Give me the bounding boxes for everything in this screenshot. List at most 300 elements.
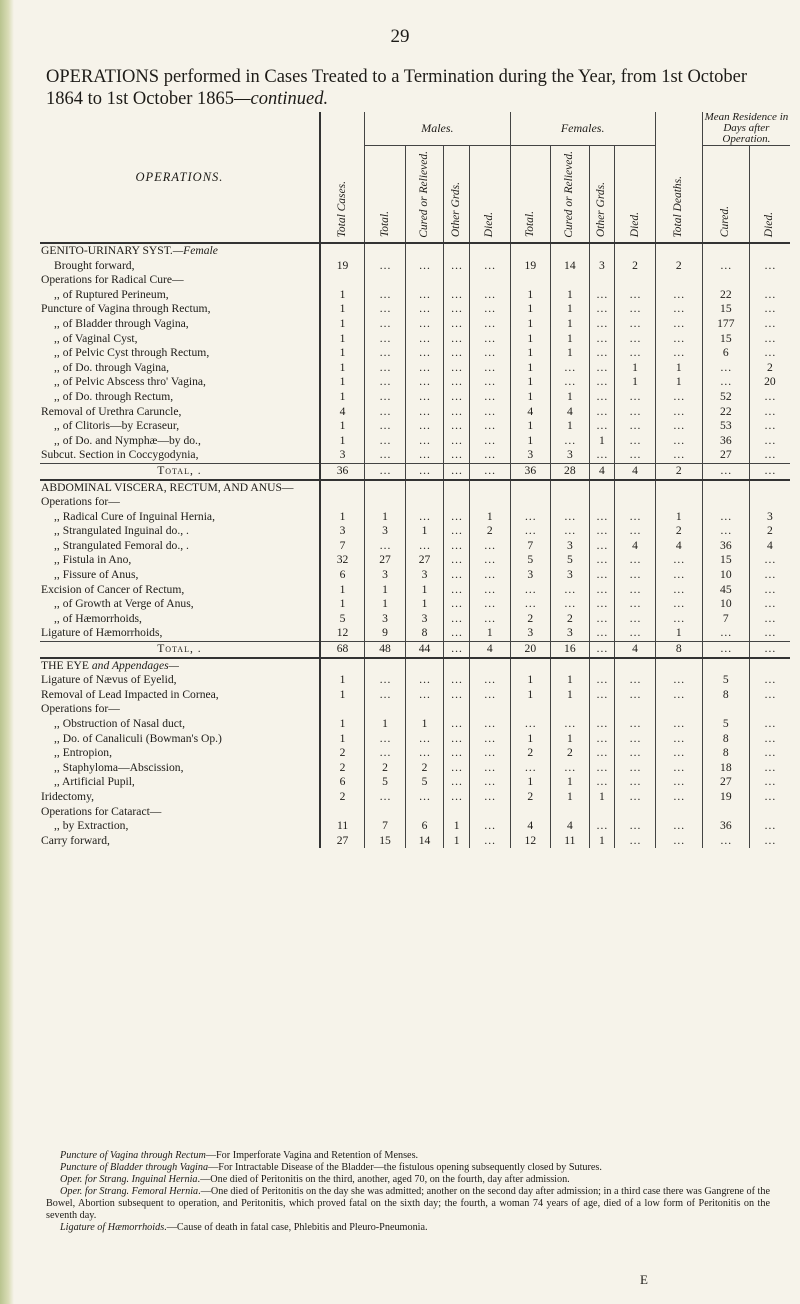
table-row [40,495,790,510]
cell: 2 [655,259,702,274]
cell: … [615,317,656,332]
cell [365,480,406,496]
cell: 1 [551,790,589,805]
cell: … [405,346,443,361]
cell: … [615,434,656,449]
row-label: ,, of Ruptured Perineum, [54,287,169,301]
cell: … [655,346,702,361]
cell: … [589,332,615,347]
cell: … [444,302,470,317]
cell [551,495,589,510]
cell: … [749,419,790,434]
cell: … [469,732,510,747]
cell: 6 [702,346,749,361]
cell: … [405,361,443,376]
cell: 1 [320,434,365,449]
cell: 2 [320,790,365,805]
cell: … [365,288,406,303]
cell: … [749,612,790,627]
cell [749,702,790,717]
cell [365,702,406,717]
cell: 32 [320,553,365,568]
section-row [40,658,790,674]
cell [320,243,365,259]
cell: … [749,553,790,568]
cell: … [589,317,615,332]
row-label: ,, of Hæmorrhoids, [54,611,142,625]
cell: … [589,761,615,776]
cell: … [749,288,790,303]
footnote: Puncture of Bladder through Vagina—For Intractable Disease of the Bladder—the fistulous opening subsequently closed by Sutures. [60,1162,602,1173]
cell: … [551,597,589,612]
cell: … [702,361,749,376]
cell: … [589,642,615,658]
cell: 1 [405,583,443,598]
cell: … [365,375,406,390]
cell: … [589,597,615,612]
cell: 1 [510,302,551,317]
table-row [40,583,790,598]
cell: 7 [320,539,365,554]
cell [510,805,551,820]
cell: 2 [510,746,551,761]
cell [702,658,749,674]
cell: 1 [510,732,551,747]
cell: 15 [365,834,406,849]
cell: … [655,819,702,834]
table-row [40,375,790,390]
cell: … [469,539,510,554]
cell [444,480,470,496]
cell: 4 [655,539,702,554]
cell: … [655,302,702,317]
cell: 8 [405,626,443,641]
cell: … [749,317,790,332]
cell: … [405,790,443,805]
cell: … [749,761,790,776]
cell: 1 [589,434,615,449]
cell: … [469,419,510,434]
cell: 36 [702,434,749,449]
row-label: Operations for Radical Cure— [41,273,184,287]
cell [702,273,749,288]
cell [365,243,406,259]
cell: … [469,597,510,612]
cell [702,702,749,717]
row-label: ,, of Pelvic Cyst through Rectum, [54,346,210,360]
cell: 5 [405,775,443,790]
cell: 4 [615,463,656,479]
cell: 3 [589,259,615,274]
cell: 14 [405,834,443,849]
cell: 12 [320,626,365,641]
table-row [40,834,790,849]
cell: … [444,510,470,525]
cell: 11 [320,819,365,834]
cell: 68 [320,642,365,658]
cell: 1 [655,361,702,376]
table-row [40,317,790,332]
cell: … [702,463,749,479]
cell: … [655,761,702,776]
cell [405,495,443,510]
table-row [40,302,790,317]
header-females-died: Died. [615,146,656,244]
row-label: ,, of Vaginal Cyst, [54,331,138,345]
cell: 2 [655,463,702,479]
cell: … [444,332,470,347]
cell [702,805,749,820]
cell [655,805,702,820]
cell: … [444,419,470,434]
cell: … [444,746,470,761]
cell: … [702,510,749,525]
cell: 6 [320,568,365,583]
cell: 7 [510,539,551,554]
cell: 19 [702,790,749,805]
header-females-cured: Cured or Relieved. [551,146,589,244]
cell: … [589,583,615,598]
cell: … [405,288,443,303]
cell: … [589,746,615,761]
table-row [40,626,790,641]
cell: … [615,834,656,849]
cell: … [615,819,656,834]
cell: … [615,405,656,420]
cell: 3 [320,524,365,539]
cell: 1 [510,434,551,449]
cell: … [469,761,510,776]
cell: … [655,390,702,405]
cell: … [615,510,656,525]
cell: … [655,612,702,627]
cell: … [655,790,702,805]
cell [749,658,790,674]
cell: … [469,317,510,332]
cell: … [589,405,615,420]
cell: … [444,673,470,688]
cell [655,702,702,717]
cell: 1 [320,361,365,376]
cell [615,243,656,259]
cell: 2 [469,524,510,539]
row-label: ,, of Do. through Rectum, [54,389,174,403]
title-text: OPERATIONS performed in Cases Treated to a Termination during the Year, from 1st October 1864 to 1st October 1865 [46,67,748,109]
cell: … [615,553,656,568]
cell [589,495,615,510]
cell: … [444,539,470,554]
table-row [40,288,790,303]
cell [749,495,790,510]
row-label: Total, . [40,463,320,479]
cell: 19 [320,259,365,274]
cell [444,273,470,288]
cell: … [551,524,589,539]
table-row [40,259,790,274]
table-row [40,332,790,347]
row-label: Excision of Cancer of Rectum, [41,582,185,596]
cell: … [589,612,615,627]
row-label: Total, . [40,642,320,658]
section-row [40,480,790,496]
table-row [40,597,790,612]
cell: … [405,539,443,554]
cell: 7 [365,819,406,834]
cell: 4 [615,642,656,658]
cell [365,805,406,820]
cell: 1 [320,390,365,405]
header-females-other: Other Grds. [589,146,615,244]
cell: … [589,626,615,641]
table-row [40,524,790,539]
cell [405,273,443,288]
cell: … [589,775,615,790]
cell: 2 [655,524,702,539]
cell [444,702,470,717]
table-row [40,539,790,554]
cell: 1 [551,302,589,317]
cell: … [365,332,406,347]
cell: … [444,642,470,658]
cell: … [589,390,615,405]
cell: 2 [320,746,365,761]
cell: … [551,375,589,390]
cell: 1 [320,317,365,332]
cell: … [365,317,406,332]
cell: 36 [320,463,365,479]
row-label: Operations for— [41,495,120,509]
cell: … [405,390,443,405]
cell: … [749,834,790,849]
cell: 3 [405,568,443,583]
cell: … [702,642,749,658]
cell [655,480,702,496]
cell: 3 [551,568,589,583]
cell: 36 [702,539,749,554]
cell: … [749,568,790,583]
cell [320,273,365,288]
row-label: ,, Radical Cure of Inguinal Hernia, [54,509,215,523]
cell: … [510,524,551,539]
cell: … [365,463,406,479]
cell: … [405,259,443,274]
cell: 4 [469,642,510,658]
cell [510,480,551,496]
table-row [40,510,790,525]
table-row [40,568,790,583]
cell [551,702,589,717]
cell: 1 [551,419,589,434]
cell: 3 [510,568,551,583]
cell: … [589,346,615,361]
cell: … [405,419,443,434]
row-label: ,, Obstruction of Nasal duct, [54,717,186,730]
cell: 27 [702,448,749,463]
cell: … [405,448,443,463]
cell: … [365,448,406,463]
cell: … [615,524,656,539]
cell: 1 [320,346,365,361]
table-row [40,805,790,820]
cell: … [749,259,790,274]
cell: 2 [405,761,443,776]
cell: … [365,346,406,361]
cell: 5 [702,673,749,688]
cell: … [749,746,790,761]
table-body [40,243,790,848]
cell: … [444,612,470,627]
cell: … [589,819,615,834]
row-label: Subcut. Section in Coccygodynia, [41,448,199,462]
cell: … [589,553,615,568]
cell: … [469,568,510,583]
cell [469,243,510,259]
cell: … [655,317,702,332]
cell: 1 [510,288,551,303]
cell: … [749,688,790,703]
cell: 27 [405,553,443,568]
cell: … [469,819,510,834]
cell: … [615,448,656,463]
cell: … [615,332,656,347]
header-total-cases: Total Cases. [320,112,365,243]
cell: 1 [589,834,615,849]
table-row [40,732,790,747]
cell [615,273,656,288]
cell: … [444,375,470,390]
cell: 3 [365,612,406,627]
cell: … [615,673,656,688]
cell: … [444,346,470,361]
cell: … [655,717,702,732]
cell [469,658,510,674]
cell: … [444,761,470,776]
total-row [40,642,790,658]
row-label: GENITO-URINARY SYST.—Female [40,243,320,259]
cell: 15 [702,553,749,568]
cell: 3 [365,568,406,583]
footnote: Oper. for Strang. Femoral Hernia.—One died of Peritonitis on the day she was admitted; another on the second day after admission; in a third case there was Gangrene of the Bowel, Abortion subsequent to operation, and Peritonitis, which proved fatal on the sixth day; the fourth, a woman 74 years of age, died of a low form of Peritonitis on the seventh day. [46,1186,770,1221]
cell: … [749,732,790,747]
cell [589,243,615,259]
cell: … [469,717,510,732]
row-label: THE EYE and Appendages— [40,658,320,674]
cell: … [444,717,470,732]
cell: 2 [749,524,790,539]
cell [510,273,551,288]
cell: 1 [510,419,551,434]
cell: … [444,688,470,703]
cell: 1 [405,717,443,732]
cell: 5 [320,612,365,627]
cell: 2 [510,612,551,627]
cell: 1 [444,834,470,849]
cell: … [615,761,656,776]
cell: 22 [702,405,749,420]
cell: … [469,612,510,627]
cell [615,480,656,496]
footnotes [46,1150,770,1234]
cell: 1 [320,673,365,688]
cell: 5 [551,553,589,568]
cell: … [589,361,615,376]
cell: … [444,790,470,805]
cell: … [589,510,615,525]
cell: 2 [320,761,365,776]
cell: 1 [320,302,365,317]
cell: … [551,361,589,376]
cell: 3 [510,626,551,641]
cell: 3 [551,539,589,554]
cell: … [469,746,510,761]
header-males-total: Total. [365,146,406,244]
cell: 10 [702,568,749,583]
cell [365,273,406,288]
cell: … [405,463,443,479]
cell: 1 [551,317,589,332]
cell: … [469,259,510,274]
cell: … [444,553,470,568]
cell: … [444,390,470,405]
signature-mark: E [640,1272,648,1287]
cell [551,805,589,820]
cell: … [469,288,510,303]
cell: … [365,539,406,554]
cell: 1 [469,510,510,525]
cell: … [615,775,656,790]
cell: … [655,553,702,568]
cell: … [551,583,589,598]
row-label: Carry forward, [41,833,110,847]
header-mean-died: Died. [749,146,790,244]
cell: … [655,288,702,303]
cell: … [655,597,702,612]
cell: 6 [320,775,365,790]
cell: 5 [365,775,406,790]
table-row [40,273,790,288]
cell: … [655,732,702,747]
cell [510,243,551,259]
cell: … [615,717,656,732]
cell: 3 [551,448,589,463]
cell: 3 [365,524,406,539]
row-label: ABDOMINAL VISCERA, RECTUM, AND ANUS— [40,480,320,496]
cell: … [749,434,790,449]
page-edge-shadow [0,0,14,1304]
cell: … [365,302,406,317]
cell: 16 [551,642,589,658]
cell: … [469,390,510,405]
cell: 8 [702,732,749,747]
cell [589,658,615,674]
cell: 3 [320,448,365,463]
cell: … [444,317,470,332]
cell: … [615,390,656,405]
cell [551,658,589,674]
cell: … [615,302,656,317]
row-label: ,, of Do. and Nymphæ—by do., [54,433,201,447]
cell: 1 [551,288,589,303]
cell: 1 [655,626,702,641]
cell: 1 [510,317,551,332]
cell [320,480,365,496]
cell: … [615,746,656,761]
cell: … [589,375,615,390]
table-row [40,553,790,568]
page-title [46,66,766,110]
cell: … [615,626,656,641]
cell: … [444,568,470,583]
